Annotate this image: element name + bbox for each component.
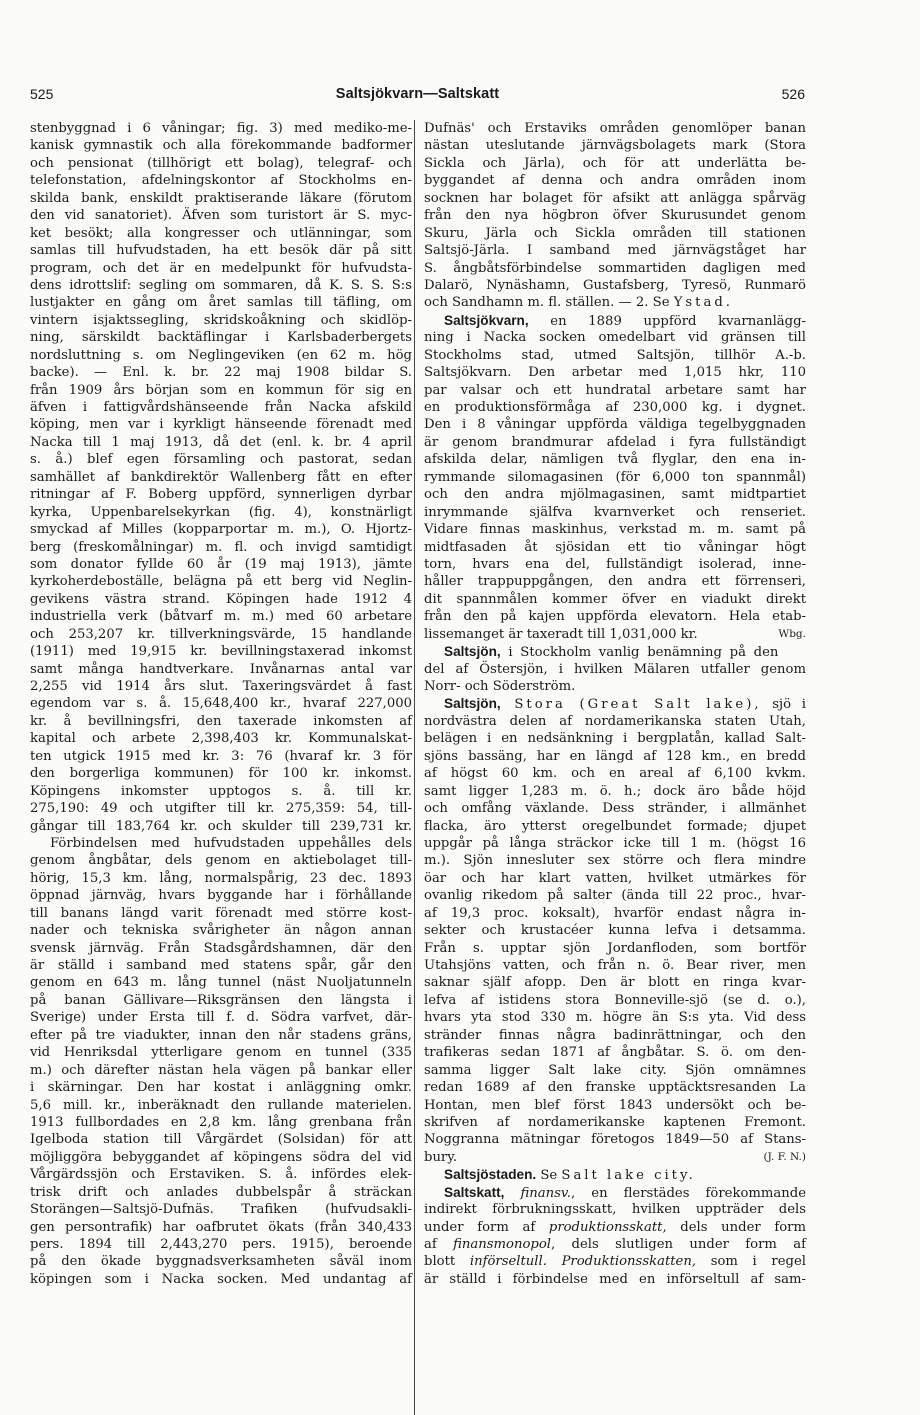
- author-signature: (J. F. N.): [763, 1150, 806, 1163]
- running-head: Saltsjökvarn—Saltskatt: [335, 86, 500, 102]
- text-line: industriella verk (båtvarf m. m.) med 60 arbetare: [30, 609, 412, 625]
- text-line: Dufnäs' och Erstaviks områden genomlöper banan: [424, 121, 806, 136]
- text-line: torn, hvars ena del, fullständigt isolerad, inne-: [424, 556, 806, 572]
- text-line: Hontan, men blef först 1843 undersökt och be-: [424, 1097, 806, 1113]
- text-line: samma ligger Salt lake city. Sjön omnämnes: [424, 1062, 806, 1078]
- entry-line: [424, 1184, 806, 1201]
- text-line: rymmande silomagasinen (för 6,000 ton spannmål): [424, 469, 806, 485]
- text-line: Vårgärdssjön och Erstaviken. S. å. infördes elek-: [30, 1167, 412, 1183]
- entry-headword: Saltskatt,: [444, 1184, 505, 1200]
- text-line: ning i Nacka socken omedelbart vid gränsen till: [424, 330, 806, 346]
- text-line: samhället af bankdirektör Wallenberg fått en efter: [30, 469, 412, 485]
- text-span: Se: [536, 1168, 562, 1184]
- text-line: byggandet af denna och andra områden inom: [424, 173, 806, 189]
- text-line: Nacka till 1 maj 1913, då det (enl. k. br. 4 april: [30, 434, 412, 450]
- text-line: (1911) med 19,915 kr. bevillningstaxerad inkomst: [30, 644, 412, 660]
- text-line: Köpingens inkomster upptogos s. å. till kr.: [30, 783, 412, 799]
- text-span: bury.: [424, 1149, 458, 1165]
- text-line: genom en 643 m. lång tunnel (näst Nuoljatunneln: [30, 975, 412, 991]
- text-line: från den på kajen uppförda elevatorn. Hela etab-: [424, 609, 806, 625]
- text-line: hörig, 15,3 km. lång, normalspårig, 23 dec. 1893: [30, 870, 412, 886]
- italic-text: produktionsskatt: [548, 1219, 663, 1235]
- text-line: nader och tekniska svårigheter än någon annan: [30, 923, 412, 939]
- text-line: trafikeras sedan 1871 af ångbåtar. S. ö. om den-: [424, 1045, 806, 1061]
- text-line: gångar till 183,764 kr. och skulder till 239,731 kr.: [30, 818, 412, 834]
- text-span: af: [424, 1237, 437, 1252]
- italic-text: finansv.: [504, 1185, 572, 1201]
- text-line: [424, 1236, 806, 1253]
- entry-headword: Saltsjön,: [444, 696, 501, 712]
- text-line: Dalarö, Nynäshamn, Gustafsberg, Tyresö, Runmarö: [424, 277, 806, 293]
- text-line: flacka, äro ytterst oregelbundet formade; djupet: [424, 818, 806, 834]
- text-line: afskilda delar, nämligen två flyglar, den ena in-: [424, 452, 806, 468]
- text-line: till banans längd varit förenadt med större kost-: [30, 905, 412, 921]
- text-line: redan 1689 af den franske upptäcktsresanden La: [424, 1080, 806, 1096]
- text-line: och 253,207 kr. tillverkningsvärde, 15 handlande: [30, 626, 412, 642]
- text-line: svensk järnväg. Från Stadsgårdshamnen, där den: [30, 940, 412, 956]
- text-span: en 1889 uppförd kvarnanlägg-: [528, 313, 806, 329]
- text-line: Skuru, Järla och Sickla områden till stationen: [424, 225, 806, 241]
- text-line: möjliggöra bebyggandet af köpingens södra del vid: [30, 1149, 412, 1165]
- text-line: berg (freskomålningar) m. fl. och invigd samtidigt: [30, 539, 412, 555]
- entry-line: [424, 695, 806, 712]
- text-line: samt många handtverkare. Invånarnas antal var: [30, 661, 412, 677]
- text-line: kyrkoherdeboställe, belägna på ett berg vid Neglin-: [30, 574, 412, 590]
- entry-line: [424, 643, 806, 660]
- text-line: och den andra mjölmagasinen, samt midtpartiet: [424, 487, 806, 503]
- text-line: par valsar och ett hundratal arbetare samt har: [424, 382, 806, 398]
- text-span: blott: [424, 1254, 456, 1270]
- text-line: från den nya högbron öfver Skurusundet genom: [424, 208, 806, 224]
- text-line: belägen i en nedsänkning i bergplatån, kallad Salt-: [424, 731, 806, 747]
- text-line: skrifven af nordamerikanske kaptenen Fremont.: [424, 1114, 806, 1130]
- text-line: af 19,3 proc. koksalt), hvarför endast några in-: [424, 905, 806, 921]
- text-line: skilda bank, enskildt praktiserande läkare (förutom: [30, 190, 412, 206]
- text-line: sekter och krustacéer kunna lefva i detsamma.: [424, 923, 806, 939]
- text-line: Storängen—Saltsjö-Dufnäs. Trafiken (hufvudsakli-: [30, 1202, 412, 1218]
- text-line: den borgerliga kommunen) för 100 kr. inkomst.: [30, 766, 412, 782]
- text-span: , dels slutligen under form af: [550, 1237, 806, 1252]
- text-line: samt ligger 1,283 m. ö. h.; dock äro både höjd: [424, 783, 806, 799]
- text-line: nordsluttning s. om Neglingeviken (en 62 m. hög: [30, 347, 412, 363]
- text-line: [424, 1219, 806, 1236]
- text-line: [424, 294, 806, 311]
- text-line: ning, särskildt backtäflingar i Karlsbaderbergets: [30, 330, 412, 346]
- text-line: egendom var s. å. 15,648,400 kr., hvaraf 227,000: [30, 696, 412, 712]
- column-divider: [414, 120, 415, 1415]
- text-line: ten utgick 1915 med kr. 3: 76 (hvaraf kr. 3 för: [30, 748, 412, 764]
- left-column: [30, 120, 412, 1288]
- text-span: , dels under form: [662, 1219, 806, 1235]
- entry-headword: Saltsjön,: [444, 644, 501, 660]
- text-line: köpingen som i Nacka socken. Med undantag af: [30, 1271, 412, 1287]
- text-line: är ställd i samband med statens spår, går den: [30, 958, 412, 973]
- text-line: dens idrottslif: segling om sommaren, då K. S. S. S:s: [30, 277, 412, 293]
- text-line: hvars yta stod 330 m. högre än S:s yta. Vid dess: [424, 1010, 806, 1026]
- text-line: S. ångbåtsförbindelse sommartiden dagligen med: [424, 260, 806, 276]
- text-span: lissemanget är taxeradt till 1,031,000 kr.: [424, 626, 698, 642]
- text-line: telefonstation, afdelningskontor af Stockholms en-: [30, 173, 412, 189]
- entry-line: [424, 1166, 806, 1183]
- text-line: gevikens västra strand. Köpingen hade 1912 4: [30, 591, 412, 607]
- text-line: indirekt förbrukningsskatt, hvilken uppträder dels: [424, 1202, 806, 1218]
- text-line: dit spannmålen kommer öfver en viadukt direkt: [424, 591, 806, 607]
- text-line: midtfasaden åt sjösidan ett tio våningar högt: [424, 539, 806, 555]
- text-line: en produktionsförmåga af 230,000 kg. i dygnet.: [424, 400, 806, 415]
- italic-text: finansmonopol: [453, 1237, 551, 1252]
- text-line: är ställd i förbindelse med en införseltull af sam-: [424, 1271, 806, 1287]
- text-line: sjöns bassäng, har en längd af 128 km., en bredd: [424, 748, 806, 764]
- text-line: program, och det är en medelpunkt för hufvudsta-: [30, 260, 412, 276]
- text-line: saknar själf afopp. Den är blott en ringa kvar-: [424, 975, 806, 991]
- text-line: på den ökade byggnadsverksamheten såväl inom: [30, 1254, 412, 1270]
- text-line: kapital och arbete 2,398,403 kr. Kommunalskat-: [30, 731, 412, 747]
- text-line: öppnad järnväg, hvars byggande har i förhållande: [30, 888, 412, 904]
- text-span: sjö i: [761, 697, 806, 713]
- text-line: på banan Gällivare—Riksgränsen den längsta i: [30, 992, 412, 1008]
- text-line: pers. 1894 till 2,443,270 pers. 1915), beroende: [30, 1237, 412, 1252]
- italic-text: Produktionsskatten,: [561, 1254, 697, 1270]
- text-line: den vid sanatoriet). Äfven som turistort är S. myc-: [30, 208, 412, 224]
- text-line: af högst 60 km. och en areal af 6,100 kvkm.: [424, 766, 806, 782]
- text-line: Saltsjökvarn. Den arbetar med 1,015 hkr, 110: [424, 365, 806, 381]
- text-line: Från s. upptar sjön Jordanfloden, som bortför: [424, 940, 806, 956]
- text-line: s. å.) blef egen församling och pastorat, sedan: [30, 452, 412, 468]
- text-span: som i regel: [710, 1254, 806, 1270]
- text-line: samlas till hufvudstaden, ha ett besök där på sitt: [30, 243, 412, 259]
- entry-headword: Saltsjökvarn,: [444, 312, 529, 328]
- text-line: 5,6 mill. kr., inberäknadt den rullande materielen.: [30, 1097, 412, 1113]
- text-line: Sverige) under Ersta till f. d. Södra varfvet, där-: [30, 1010, 412, 1026]
- text-span: i Stockholm vanlig benämning på den: [500, 645, 779, 661]
- page-number-left: 525: [30, 86, 54, 102]
- text-line: trisk drift och anlades dubbelspår å sträckan: [30, 1184, 412, 1200]
- text-line: lustjakter en gång om året samlas till täfling, om: [30, 295, 412, 311]
- cross-reference[interactable]: Salt lake city.: [561, 1168, 696, 1184]
- text-line: stenbyggnad i 6 våningar; fig. 3) med mediko-me-: [30, 121, 412, 136]
- text-line: ritningar af F. Boberg uppförd, synnerligen dyrbar: [30, 487, 412, 503]
- right-column: [424, 120, 806, 1288]
- text-line: genom ångbåtar, dels genom en aktiebolaget till-: [30, 853, 412, 869]
- text-line: ovanlig rikedom på salter (ända till 22 proc., hvar-: [424, 888, 806, 904]
- text-line: gen persontrafik) har oafbrutet ökats (från 340,433: [30, 1219, 412, 1235]
- text-line: från 1909 års början som en kommun för sig en: [30, 382, 412, 398]
- text-line: Saltsjö-Järla. I samband med järnvägståget har: [424, 243, 806, 259]
- text-line: nordvästra delen af nordamerikanska staten Utah,: [424, 713, 806, 729]
- text-line: m.). Sjön innesluter sex större och flera mindre: [424, 853, 806, 869]
- text-line: Förbindelsen med hufvudstaden uppehålles dels: [50, 835, 412, 851]
- text-line: 275,190: 49 och utgifter till kr. 275,359: 54, till-: [30, 801, 412, 817]
- text-line: smyckad af Milles (kopparportar m. m.), O. Hjortz-: [30, 522, 412, 538]
- text-line: 1913 fullbordades en 2,8 km. lång grenbana från: [30, 1114, 412, 1130]
- text-line: Sickla och Järla), och för att underlätta be-: [424, 155, 806, 171]
- text-line: ket besökt; alla kongresser och utlänningar, som: [30, 225, 412, 241]
- page-header: [30, 86, 805, 110]
- text-span: under form af: [424, 1219, 536, 1235]
- text-line: som donator fyllde 60 år (19 maj 1913), jämte: [30, 556, 412, 572]
- text-line: nästan uteslutande järnvägsbolagets mark (Stora: [424, 138, 806, 154]
- text-line: kanisk gymnastik och alla förekommande badformer: [30, 138, 412, 154]
- text-line: del af Östersjön, i hvilken Mälaren utfaller genom: [424, 661, 806, 677]
- text-line: Den i 8 våningar uppförda väldiga tegelbyggnaden: [424, 417, 806, 433]
- entry-line: [424, 312, 806, 329]
- text-line: äfven i fattigvårdshänseende från Nacka afskild: [30, 400, 412, 415]
- text-line: kyrka, Uppenbarelsekyrkan (fig. 4), konstnärligt: [30, 504, 412, 520]
- spaced-text: Stora (Great Salt lake),: [500, 697, 762, 713]
- italic-text: införseltull.: [469, 1254, 547, 1270]
- text-line: Noggranna mätningar företogos 1849—50 af Stans-: [424, 1132, 806, 1148]
- text-line: lefva af istidens stora Bonneville-sjö (se d. o.),: [424, 992, 806, 1008]
- text-line: backe). — Enl. k. br. 22 maj 1908 bildar S.: [30, 365, 412, 381]
- text-line: m.) och därefter nästan hela vägen på bankar eller: [30, 1062, 412, 1078]
- text-line: öar och har klart vatten, hvilket utmärkes för: [424, 870, 806, 886]
- text-line: Stockholms stad, utmed Saltsjön, tillhör A.-b.: [424, 347, 806, 363]
- text-line: vintern isjaktssegling, skridskoåkning och skidlöp-: [30, 312, 412, 328]
- text-line: stränder finnas några badinrättningar, och den: [424, 1027, 806, 1043]
- text-line: 2,255 vid 1914 års slut. Taxeringsvärdet å fast: [30, 679, 412, 694]
- text-line: Utahsjöns vatten, och från n. ö. Bear river, men: [424, 958, 806, 973]
- entry-headword: Saltsjöstaden.: [444, 1167, 537, 1183]
- text-line: i skärningar. Den har kostat i anläggning omkr.: [30, 1080, 412, 1096]
- text-span: och Sandhamn m. fl. ställen. — 2. Se: [424, 295, 670, 311]
- text-line: [424, 1149, 806, 1166]
- page-number-right: 526: [781, 86, 805, 102]
- text-line: socknen har bolaget för afsikt att anlägga spårväg: [424, 190, 806, 206]
- text-line: efter på tre viadukter, innan den når stadens gräns,: [30, 1027, 412, 1043]
- text-line: [424, 626, 806, 643]
- text-line: Vidare finnas maskinhus, verkstad m. m. samt på: [424, 522, 806, 538]
- text-span: , en flerstädes förekommande: [571, 1185, 807, 1201]
- text-line: Norr- och Söderström.: [424, 679, 576, 694]
- author-signature: Wbg.: [778, 627, 806, 640]
- text-line: Igelboda station till Vårgärdet (Solsidan) för att: [30, 1132, 412, 1148]
- text-line: och pensionat (tillhörigt ett bolag), telegraf- och: [30, 155, 412, 171]
- text-line: vid Henriksdal ytterligare genom en tunnel (335: [30, 1045, 412, 1061]
- text-line: köping, men var i kyrkligt hänseende förenadt med: [30, 417, 412, 433]
- text-line: inrymmande själfva kvarnverket och renseriet.: [424, 504, 806, 520]
- text-line: är genom brandmurar afdelad i fyra fullständigt: [424, 434, 806, 450]
- text-line: uppgår på långa sträckor icke till 1 m. (högst 16: [424, 835, 806, 851]
- cross-reference[interactable]: Ystad.: [673, 295, 733, 311]
- text-line: [424, 1253, 806, 1270]
- text-line: håller trappuppgången, den andra ett förrenseri,: [424, 574, 806, 590]
- text-line: kr. å bevillningsfri, den taxerade inkomsten af: [30, 713, 412, 729]
- text-line: och omfång växlande. Dess stränder, i allmänhet: [424, 801, 806, 817]
